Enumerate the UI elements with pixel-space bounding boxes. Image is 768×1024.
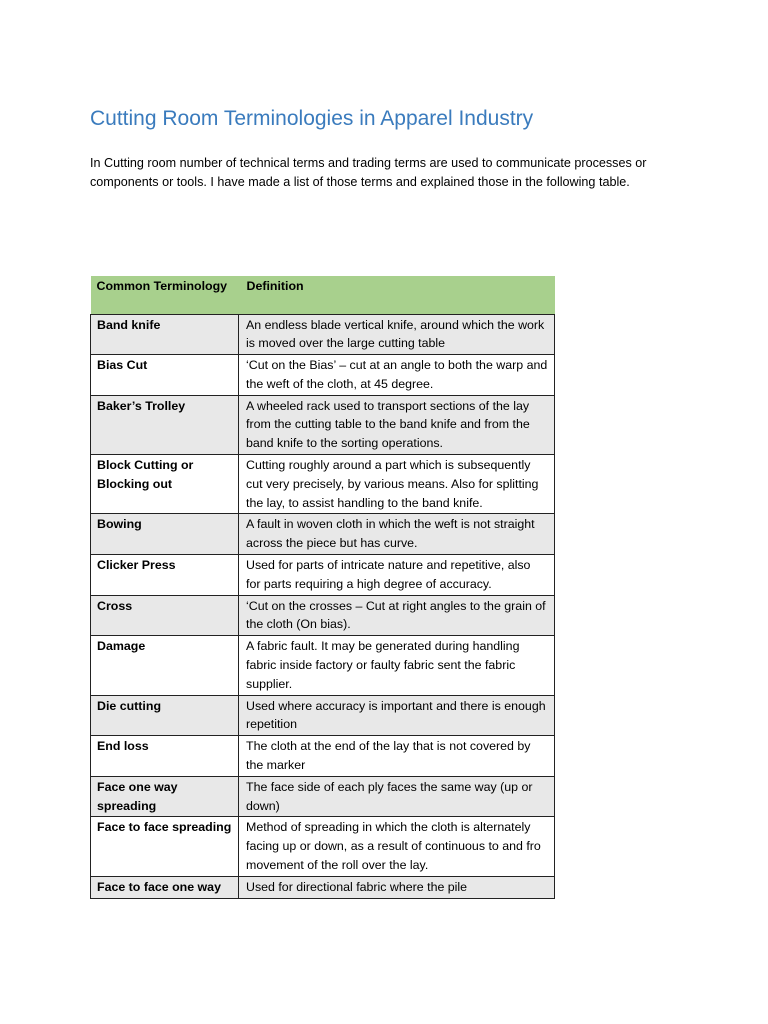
term-cell: Damage: [91, 636, 239, 695]
definition-cell: The cloth at the end of the lay that is not covered by the marker: [239, 736, 555, 777]
table-row: [91, 817, 555, 876]
definition-cell: Cutting roughly around a part which is subsequently cut very precisely, by various means. Also for splitting the lay, to assist handling to the band knife.: [239, 455, 555, 514]
terminology-table: [90, 276, 555, 899]
term-cell: Face one way spreading: [91, 776, 239, 817]
table-row: [91, 595, 555, 636]
definition-cell: Used for directional fabric where the pile: [239, 876, 555, 898]
table-row: [91, 455, 555, 514]
term-cell: Die cutting: [91, 695, 239, 736]
table-header-row: [91, 276, 555, 314]
term-cell: Face to face one way: [91, 876, 239, 898]
term-cell: Block Cutting or Blocking out: [91, 455, 239, 514]
term-cell: Cross: [91, 595, 239, 636]
term-cell: End loss: [91, 736, 239, 777]
table-row: [91, 514, 555, 555]
intro-paragraph: In Cutting room number of technical terms and trading terms are used to communicate processes or components or tools. I have made a list of those terms and explained those in the following table.: [90, 156, 647, 189]
term-cell: Clicker Press: [91, 555, 239, 596]
definition-cell: A fault in woven cloth in which the weft is not straight across the piece but has curve.: [239, 514, 555, 555]
table-row: [91, 695, 555, 736]
column-header-terminology: Common Terminology: [91, 276, 239, 314]
table-row: [91, 555, 555, 596]
table-row: [91, 736, 555, 777]
table-row: [91, 395, 555, 454]
definition-cell: An endless blade vertical knife, around which the work is moved over the large cutting table: [239, 314, 555, 355]
term-cell: Bias Cut: [91, 355, 239, 396]
definition-cell: Used where accuracy is important and there is enough repetition: [239, 695, 555, 736]
term-cell: Face to face spreading: [91, 817, 239, 876]
table-row: [91, 876, 555, 898]
term-cell: Bowing: [91, 514, 239, 555]
page-title: Cutting Room Terminologies in Apparel Industry: [90, 107, 534, 130]
table-row: [91, 636, 555, 695]
definition-cell: Method of spreading in which the cloth is alternately facing up or down, as a result of continuous to and fro movement of the roll over the lay.: [239, 817, 555, 876]
definition-cell: ‘Cut on the crosses – Cut at right angles to the grain of the cloth (On bias).: [239, 595, 555, 636]
term-cell: Band knife: [91, 314, 239, 355]
definition-cell: Used for parts of intricate nature and repetitive, also for parts requiring a high degree of accuracy.: [239, 555, 555, 596]
term-cell: Baker’s Trolley: [91, 395, 239, 454]
table-row: [91, 776, 555, 817]
definition-cell: A fabric fault. It may be generated during handling fabric inside factory or faulty fabric sent the fabric supplier.: [239, 636, 555, 695]
table-row: [91, 314, 555, 355]
table-row: [91, 355, 555, 396]
definition-cell: ‘Cut on the Bias’ – cut at an angle to both the warp and the weft of the cloth, at 45 degree.: [239, 355, 555, 396]
column-header-definition: Definition: [239, 276, 555, 314]
definition-cell: The face side of each ply faces the same way (up or down): [239, 776, 555, 817]
definition-cell: A wheeled rack used to transport sections of the lay from the cutting table to the band knife and from the band knife to the sorting operations.: [239, 395, 555, 454]
